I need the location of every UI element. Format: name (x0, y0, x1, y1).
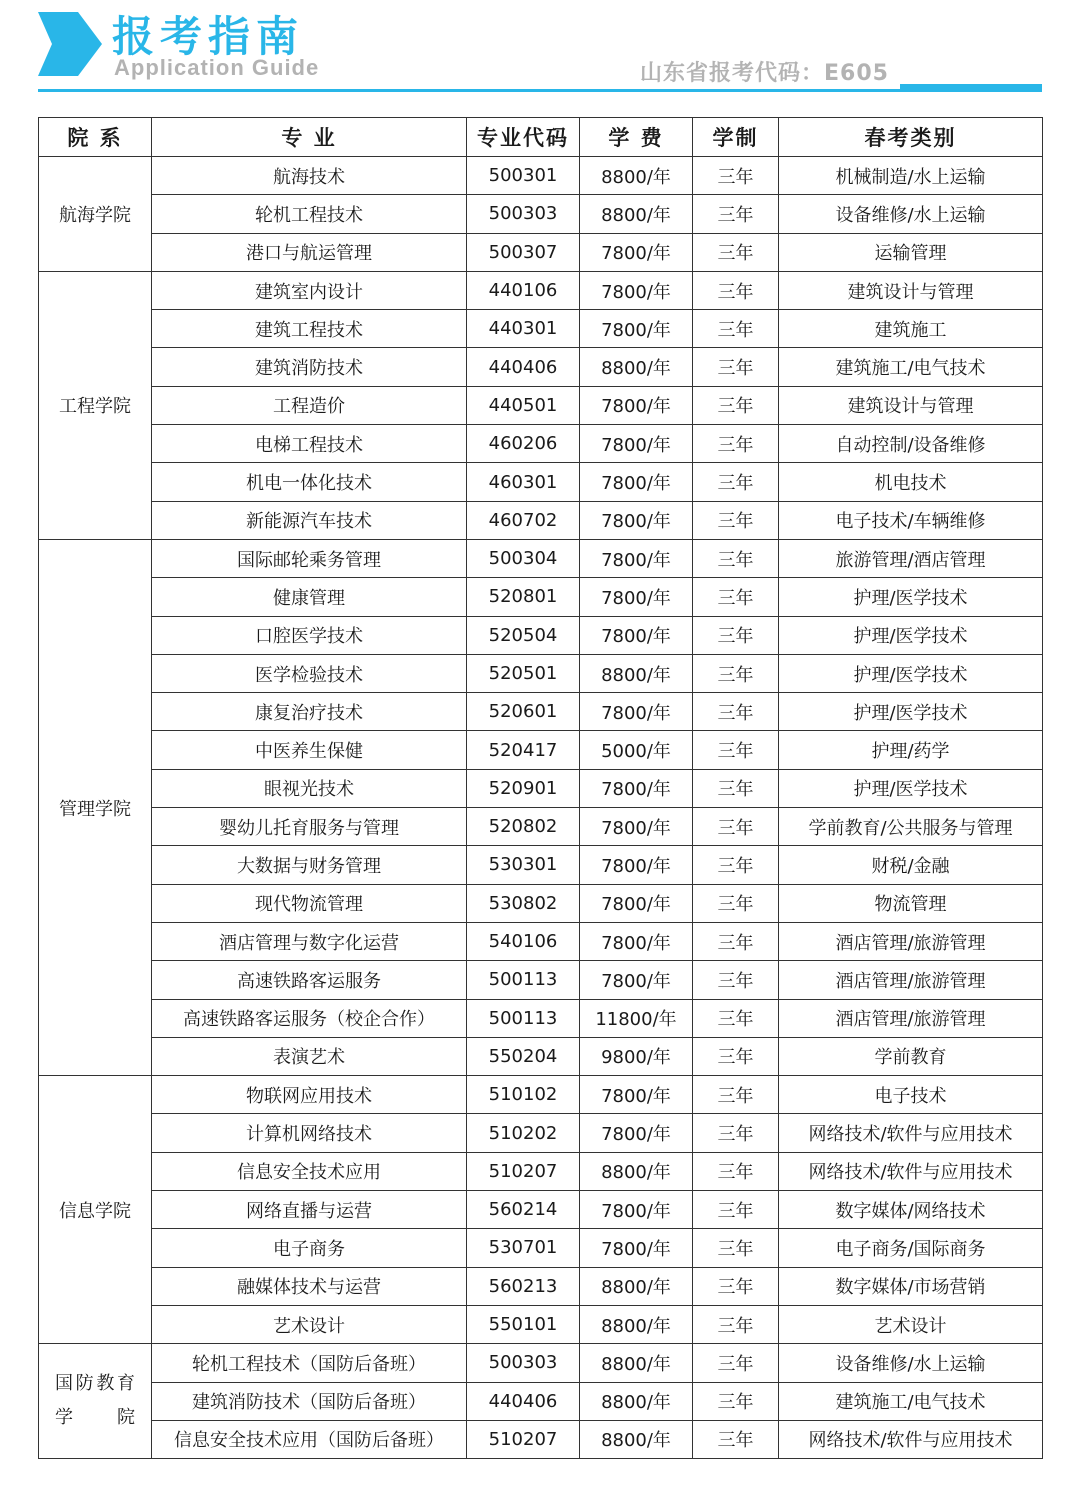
major-cell: 信息安全技术应用 (152, 1152, 467, 1190)
duration-cell: 三年 (693, 846, 779, 884)
table-row (39, 1344, 1043, 1382)
code-cell: 510207 (467, 1152, 580, 1190)
major-cell: 机电一体化技术 (152, 463, 467, 501)
duration-cell: 三年 (693, 1267, 779, 1305)
code-cell: 520801 (467, 578, 580, 616)
major-cell: 物联网应用技术 (152, 1076, 467, 1114)
table-row (39, 693, 1043, 731)
category-cell: 网络技术/软件与应用技术 (779, 1152, 1043, 1190)
code-cell: 460206 (467, 425, 580, 463)
tuition-cell: 7800/年 (580, 884, 693, 922)
table-row (39, 425, 1043, 463)
table-row (39, 1076, 1043, 1114)
category-cell: 酒店管理/旅游管理 (779, 961, 1043, 999)
duration-cell: 三年 (693, 425, 779, 463)
category-cell: 网络技术/软件与应用技术 (779, 1420, 1043, 1458)
category-cell: 酒店管理/旅游管理 (779, 922, 1043, 960)
code-cell: 540106 (467, 922, 580, 960)
tuition-cell: 9800/年 (580, 1037, 693, 1075)
table-row (39, 1152, 1043, 1190)
duration-cell: 三年 (693, 961, 779, 999)
code-cell: 500301 (467, 157, 580, 195)
major-cell: 口腔医学技术 (152, 616, 467, 654)
category-cell: 建筑施工/电气技术 (779, 348, 1043, 386)
table-row (39, 922, 1043, 960)
table-row (39, 1114, 1043, 1152)
college-cell (39, 1344, 152, 1459)
duration-cell: 三年 (693, 386, 779, 424)
code-cell: 520802 (467, 808, 580, 846)
code-cell: 460702 (467, 501, 580, 539)
code-cell: 510202 (467, 1114, 580, 1152)
duration-cell: 三年 (693, 157, 779, 195)
code-cell: 550204 (467, 1037, 580, 1075)
major-cell: 轮机工程技术 (152, 195, 467, 233)
category-cell: 护理/医学技术 (779, 578, 1043, 616)
page-header (0, 0, 1080, 110)
category-cell: 设备维修/水上运输 (779, 195, 1043, 233)
major-cell: 电子商务 (152, 1229, 467, 1267)
table-row (39, 961, 1043, 999)
category-cell: 网络技术/软件与应用技术 (779, 1114, 1043, 1152)
major-cell: 网络直播与运营 (152, 1191, 467, 1229)
table-row (39, 1420, 1043, 1458)
table-row (39, 731, 1043, 769)
tuition-cell: 8800/年 (580, 1382, 693, 1420)
category-cell: 酒店管理/旅游管理 (779, 999, 1043, 1037)
code-cell: 500113 (467, 999, 580, 1037)
major-cell: 融媒体技术与运营 (152, 1267, 467, 1305)
major-cell: 艺术设计 (152, 1305, 467, 1343)
tuition-cell: 7800/年 (580, 233, 693, 271)
duration-cell: 三年 (693, 310, 779, 348)
college-cell: 工程学院 (39, 271, 152, 539)
major-cell: 医学检验技术 (152, 654, 467, 692)
code-cell: 440406 (467, 1382, 580, 1420)
table-row (39, 501, 1043, 539)
duration-cell: 三年 (693, 1344, 779, 1382)
category-cell: 护理/医学技术 (779, 693, 1043, 731)
code-cell: 500303 (467, 1344, 580, 1382)
duration-cell: 三年 (693, 808, 779, 846)
table-row (39, 578, 1043, 616)
code-cell: 550101 (467, 1305, 580, 1343)
major-cell: 中医养生保健 (152, 731, 467, 769)
exam-code: 山东省报考代码：E605 (640, 61, 889, 86)
tuition-cell: 7800/年 (580, 616, 693, 654)
tuition-cell: 8800/年 (580, 348, 693, 386)
major-cell: 电梯工程技术 (152, 425, 467, 463)
tuition-cell: 7800/年 (580, 846, 693, 884)
duration-cell: 三年 (693, 501, 779, 539)
code-cell: 440301 (467, 310, 580, 348)
major-cell: 婴幼儿托育服务与管理 (152, 808, 467, 846)
college-cell-line: 国防教育 (55, 1373, 135, 1395)
tuition-cell: 8800/年 (580, 1420, 693, 1458)
table-body (39, 157, 1043, 1459)
table-row (39, 539, 1043, 577)
tuition-cell: 8800/年 (580, 195, 693, 233)
category-cell: 护理/药学 (779, 731, 1043, 769)
major-cell: 建筑工程技术 (152, 310, 467, 348)
duration-cell: 三年 (693, 1037, 779, 1075)
tuition-cell: 8800/年 (580, 157, 693, 195)
table-header-row (39, 118, 1043, 157)
tuition-cell: 7800/年 (580, 539, 693, 577)
major-cell: 建筑消防技术（国防后备班） (152, 1382, 467, 1420)
duration-cell: 三年 (693, 769, 779, 807)
tuition-cell: 7800/年 (580, 425, 693, 463)
tuition-cell: 8800/年 (580, 1305, 693, 1343)
category-cell: 电子技术 (779, 1076, 1043, 1114)
code-cell: 520417 (467, 731, 580, 769)
header-divider (38, 89, 1042, 92)
category-cell: 物流管理 (779, 884, 1043, 922)
major-cell: 高速铁路客运服务 (152, 961, 467, 999)
major-cell: 新能源汽车技术 (152, 501, 467, 539)
major-cell: 酒店管理与数字化运营 (152, 922, 467, 960)
category-cell: 建筑设计与管理 (779, 271, 1043, 309)
category-cell: 护理/医学技术 (779, 616, 1043, 654)
category-cell: 数字媒体/网络技术 (779, 1191, 1043, 1229)
code-cell: 520501 (467, 654, 580, 692)
category-cell: 设备维修/水上运输 (779, 1344, 1043, 1382)
header-divider-accent (900, 84, 1042, 92)
table-row (39, 348, 1043, 386)
code-cell: 500304 (467, 539, 580, 577)
code-cell: 520601 (467, 693, 580, 731)
major-cell: 建筑室内设计 (152, 271, 467, 309)
category-cell: 护理/医学技术 (779, 654, 1043, 692)
table-row (39, 271, 1043, 309)
category-cell: 建筑施工 (779, 310, 1043, 348)
tuition-cell: 7800/年 (580, 1076, 693, 1114)
category-cell: 艺术设计 (779, 1305, 1043, 1343)
major-cell: 国际邮轮乘务管理 (152, 539, 467, 577)
duration-cell: 三年 (693, 654, 779, 692)
tuition-cell: 7800/年 (580, 578, 693, 616)
college-cell: 管理学院 (39, 539, 152, 1075)
category-cell: 数字媒体/市场营销 (779, 1267, 1043, 1305)
table-row (39, 616, 1043, 654)
tuition-cell: 7800/年 (580, 693, 693, 731)
duration-cell: 三年 (693, 1305, 779, 1343)
page-title: 报考指南 (112, 12, 305, 61)
duration-cell: 三年 (693, 884, 779, 922)
table-row (39, 386, 1043, 424)
duration-cell: 三年 (693, 233, 779, 271)
page-subtitle: Application Guide (114, 55, 320, 80)
duration-cell: 三年 (693, 1420, 779, 1458)
duration-cell: 三年 (693, 1229, 779, 1267)
major-cell: 轮机工程技术（国防后备班） (152, 1344, 467, 1382)
major-cell: 建筑消防技术 (152, 348, 467, 386)
col-header-code: 专业代码 (467, 118, 580, 157)
code-cell: 500307 (467, 233, 580, 271)
major-cell: 大数据与财务管理 (152, 846, 467, 884)
table-row (39, 157, 1043, 195)
table-row (39, 1305, 1043, 1343)
duration-cell: 三年 (693, 1382, 779, 1420)
duration-cell: 三年 (693, 922, 779, 960)
major-cell: 计算机网络技术 (152, 1114, 467, 1152)
duration-cell: 三年 (693, 731, 779, 769)
tuition-cell: 5000/年 (580, 731, 693, 769)
admission-table (38, 117, 1043, 1459)
tuition-cell: 7800/年 (580, 1114, 693, 1152)
table-row (39, 195, 1043, 233)
category-cell: 建筑设计与管理 (779, 386, 1043, 424)
code-cell: 530802 (467, 884, 580, 922)
tuition-cell: 7800/年 (580, 961, 693, 999)
col-header-major: 专 业 (152, 118, 467, 157)
code-cell: 530701 (467, 1229, 580, 1267)
tuition-cell: 7800/年 (580, 1191, 693, 1229)
code-cell: 510102 (467, 1076, 580, 1114)
table-row (39, 769, 1043, 807)
col-header-college: 院 系 (39, 118, 152, 157)
tuition-cell: 8800/年 (580, 1152, 693, 1190)
arrow-icon (38, 12, 102, 76)
code-cell: 510207 (467, 1420, 580, 1458)
major-cell: 眼视光技术 (152, 769, 467, 807)
tuition-cell: 8800/年 (580, 654, 693, 692)
code-cell: 500303 (467, 195, 580, 233)
major-cell: 工程造价 (152, 386, 467, 424)
category-cell: 自动控制/设备维修 (779, 425, 1043, 463)
code-cell: 460301 (467, 463, 580, 501)
table-row (39, 846, 1043, 884)
duration-cell: 三年 (693, 539, 779, 577)
category-cell: 财税/金融 (779, 846, 1043, 884)
tuition-cell: 7800/年 (580, 769, 693, 807)
code-cell: 520901 (467, 769, 580, 807)
college-cell: 信息学院 (39, 1076, 152, 1344)
tuition-cell: 7800/年 (580, 271, 693, 309)
col-header-duration: 学制 (693, 118, 779, 157)
tuition-cell: 7800/年 (580, 501, 693, 539)
code-cell: 440106 (467, 271, 580, 309)
table-row (39, 1229, 1043, 1267)
category-cell: 机械制造/水上运输 (779, 157, 1043, 195)
category-cell: 旅游管理/酒店管理 (779, 539, 1043, 577)
table-row (39, 1037, 1043, 1075)
duration-cell: 三年 (693, 616, 779, 654)
duration-cell: 三年 (693, 1076, 779, 1114)
college-cell: 航海学院 (39, 157, 152, 272)
tuition-cell: 11800/年 (580, 999, 693, 1037)
table-row (39, 310, 1043, 348)
category-cell: 机电技术 (779, 463, 1043, 501)
major-cell: 高速铁路客运服务（校企合作） (152, 999, 467, 1037)
category-cell: 护理/医学技术 (779, 769, 1043, 807)
duration-cell: 三年 (693, 999, 779, 1037)
duration-cell: 三年 (693, 463, 779, 501)
category-cell: 学前教育 (779, 1037, 1043, 1075)
tuition-cell: 7800/年 (580, 808, 693, 846)
table-row (39, 1191, 1043, 1229)
duration-cell: 三年 (693, 578, 779, 616)
tuition-cell: 7800/年 (580, 386, 693, 424)
tuition-cell: 8800/年 (580, 1344, 693, 1382)
major-cell: 健康管理 (152, 578, 467, 616)
tuition-cell: 7800/年 (580, 922, 693, 960)
major-cell: 港口与航运管理 (152, 233, 467, 271)
duration-cell: 三年 (693, 1152, 779, 1190)
category-cell: 运输管理 (779, 233, 1043, 271)
code-cell: 440406 (467, 348, 580, 386)
major-cell: 航海技术 (152, 157, 467, 195)
category-cell: 建筑施工/电气技术 (779, 1382, 1043, 1420)
code-cell: 560214 (467, 1191, 580, 1229)
table-row (39, 808, 1043, 846)
college-cell-line: 学院 (55, 1407, 135, 1429)
major-cell: 现代物流管理 (152, 884, 467, 922)
major-cell: 表演艺术 (152, 1037, 467, 1075)
table-row (39, 1382, 1043, 1420)
duration-cell: 三年 (693, 1114, 779, 1152)
duration-cell: 三年 (693, 348, 779, 386)
major-cell: 康复治疗技术 (152, 693, 467, 731)
code-cell: 520504 (467, 616, 580, 654)
table-row (39, 463, 1043, 501)
table-row (39, 999, 1043, 1037)
tuition-cell: 7800/年 (580, 310, 693, 348)
code-cell: 440501 (467, 386, 580, 424)
duration-cell: 三年 (693, 195, 779, 233)
col-header-tuition: 学 费 (580, 118, 693, 157)
major-cell: 信息安全技术应用（国防后备班） (152, 1420, 467, 1458)
duration-cell: 三年 (693, 693, 779, 731)
code-cell: 530301 (467, 846, 580, 884)
duration-cell: 三年 (693, 1191, 779, 1229)
col-header-category: 春考类别 (779, 118, 1043, 157)
table-row (39, 233, 1043, 271)
tuition-cell: 8800/年 (580, 1267, 693, 1305)
code-cell: 500113 (467, 961, 580, 999)
table-row (39, 654, 1043, 692)
duration-cell: 三年 (693, 271, 779, 309)
tuition-cell: 7800/年 (580, 463, 693, 501)
code-cell: 560213 (467, 1267, 580, 1305)
tuition-cell: 7800/年 (580, 1229, 693, 1267)
category-cell: 学前教育/公共服务与管理 (779, 808, 1043, 846)
category-cell: 电子商务/国际商务 (779, 1229, 1043, 1267)
table-row (39, 884, 1043, 922)
table-row (39, 1267, 1043, 1305)
category-cell: 电子技术/车辆维修 (779, 501, 1043, 539)
